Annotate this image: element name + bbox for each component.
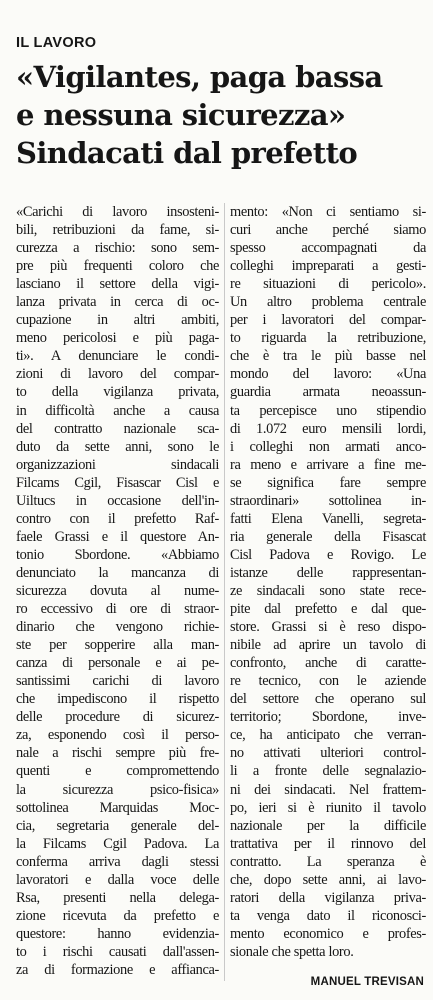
body-text-line: cupazione in altri ambiti,	[16, 312, 219, 329]
body-text-line: ta venga dato il riconosci-	[230, 907, 426, 924]
body-text-line: duto da sette anni, sono le	[16, 438, 219, 455]
section-label: IL LAVORO	[16, 35, 97, 51]
body-text-line: to i rischi causati dall'assen-	[16, 943, 219, 960]
body-text-line: la sicurezza psico-fisica»	[16, 781, 219, 798]
body-text-line: confronto, anche di caratte-	[230, 655, 426, 672]
body-text-line: ti». A denunciare le condi-	[16, 348, 219, 365]
byline: MANUEL TREVISAN	[310, 976, 424, 988]
body-text-line: i colleghi non armati anco-	[230, 438, 426, 455]
body-text-line: po, ieri si è riunito il tavolo	[230, 799, 426, 816]
body-text-line: tonio Sbordone. «Abbiamo	[16, 546, 219, 563]
body-text-line: se significa fare sempre	[230, 474, 426, 491]
body-text-line: «Carichi di lavoro insosteni-	[16, 204, 219, 220]
body-text-line: ta percepisce uno stipendio	[230, 402, 426, 419]
body-text-line: delle procedure di sicurez-	[16, 709, 219, 726]
body-text-line: Rsa, presenti nella delega-	[16, 889, 219, 906]
body-text-line: meno pericolosi e più paga-	[16, 330, 219, 347]
body-text-line: ria generale della Fisascat	[230, 528, 426, 545]
body-text-line: del contratto nazionale sca-	[16, 420, 219, 437]
body-text-line: sionale che spetta loro.	[230, 943, 354, 960]
body-text-line: no attivati ulteriori control-	[230, 745, 426, 762]
body-text-line: ni dei sindacati. Nel frattem-	[230, 781, 426, 798]
body-text-line: conferma arriva dagli stessi	[16, 853, 219, 870]
body-text-line: santissimi carichi di lavoro	[16, 673, 219, 690]
body-text-line: lasciano il settore della vigi-	[16, 276, 219, 293]
body-text-line: nale a rischi sempre più fre-	[16, 745, 219, 762]
body-text-line: ra meno e arrivare a fine me-	[230, 456, 426, 473]
body-text-line: dinario che vengono richie-	[16, 619, 219, 636]
body-text-line: ro eccessivo di ore di straor-	[16, 601, 219, 618]
body-text-line: curi anche perché siamo	[230, 222, 426, 239]
body-text-line: Un altro problema centrale	[230, 294, 426, 311]
body-text-line: Cisl Padova e Rovigo. Le	[230, 546, 426, 563]
body-text-line: mento: «Non ci sentiamo si-	[230, 204, 426, 220]
body-text-line: Filcams Cgil, Fisascar Cisl e	[16, 474, 219, 491]
headline-line: «Vigilantes, paga bassa	[16, 60, 383, 94]
headline	[16, 58, 426, 172]
body-text-line: bili, retribuzioni da fame, si-	[16, 222, 219, 239]
body-text-line: ze sindacali sono state rece-	[230, 582, 426, 599]
body-text-line: nazionale per la difficile	[230, 817, 426, 834]
body-text-line: mento economico e profes-	[230, 925, 426, 942]
body-text-line: che è tra le più basse nel	[230, 348, 426, 365]
body-column-right	[230, 203, 426, 961]
body-text-line: organizzazioni sindacali	[16, 456, 219, 473]
body-text-line: per i lavoratori del compar-	[230, 312, 426, 329]
body-text-line: istanze delle rappresentan-	[230, 564, 426, 581]
body-text-line: denunciato la mancanza di	[16, 564, 219, 581]
body-text-line: ce, ha anticipato che verran-	[230, 727, 426, 744]
body-text-line: to riguarda la retribuzione,	[230, 330, 426, 347]
body-text-line: zione ricevuta da prefetto e	[16, 907, 219, 924]
body-text-line: questore: hanno evidenzia-	[16, 925, 219, 942]
body-text-line: pite dal prefetto e dal que-	[230, 601, 426, 618]
body-text-line: ste per sopperire alla man-	[16, 637, 219, 654]
body-text-line: za di formazione e affianca-	[16, 961, 219, 978]
column-divider	[224, 203, 225, 981]
body-text-line: mondo del lavoro: «Una	[230, 366, 426, 383]
body-text-line: fatti Elena Vanelli, segreta-	[230, 510, 426, 527]
body-text-line: nibile ad aprire un tavolo di	[230, 637, 426, 654]
body-text-line: sicurezza dovuta al nume-	[16, 582, 219, 599]
body-text-line: lanza privata in cerca di oc-	[16, 294, 219, 311]
body-text-line: spesso accompagnati da	[230, 240, 426, 257]
body-text-line: za, esponendo così il perso-	[16, 727, 219, 744]
body-text-line: guardia armata neoassun-	[230, 384, 426, 401]
body-text-line: la Filcams Cgil Padova. La	[16, 835, 219, 852]
body-text-line: del settore che operano sul	[230, 691, 426, 708]
body-text-line: zioni di lavoro del compar-	[16, 366, 219, 383]
body-text-line: cia, segretaria generale del-	[16, 817, 219, 834]
body-text-line: che impediscono il rispetto	[16, 691, 219, 708]
body-text-line: Uiltucs in occasione dell'in-	[16, 492, 219, 509]
body-text-line: re tecnico, con le aziende	[230, 673, 426, 690]
body-text-line: sottolinea Marquidas Moc-	[16, 799, 219, 816]
body-text-line: ratori della vigilanza priva-	[230, 889, 426, 906]
body-text-line: lavoratori e dalla voce delle	[16, 871, 219, 888]
body-text-line: trattativa per il rinnovo del	[230, 835, 426, 852]
body-text-line: store. Grassi si è reso dispo-	[230, 619, 426, 636]
body-text-line: di 1.072 euro mensili lordi,	[230, 420, 426, 437]
body-text-line: pre più frequenti coloro che	[16, 258, 219, 275]
body-column-left	[16, 203, 219, 979]
body-text-line: faele Grassi e il questore An-	[16, 528, 219, 545]
body-text-line: contro con il prefetto Raf-	[16, 510, 219, 527]
body-text-line: curezza a rischio: sono sem-	[16, 240, 219, 257]
body-text-line: quenti e compromettendo	[16, 763, 219, 780]
body-text-line: li a fronte delle segnalazio-	[230, 763, 426, 780]
body-text-line: territorio; Sbordone, inve-	[230, 709, 426, 726]
headline-line: Sindacati dal prefetto	[16, 136, 358, 170]
headline-line: e nessuna sicurezza»	[16, 98, 346, 132]
body-text-line: che, dopo sette anni, ai lavo-	[230, 871, 426, 888]
body-text-line: to della vigilanza privata,	[16, 384, 219, 401]
body-text-line: colleghi impreparati a gesti-	[230, 258, 426, 275]
body-text-line: re situazioni di pericolo».	[230, 276, 426, 293]
body-text-line: contratto. La speranza è	[230, 853, 426, 870]
body-text-line: in difficoltà anche a causa	[16, 402, 219, 419]
body-text-line: straordinari» sottolinea in-	[230, 492, 426, 509]
body-text-line: canza di personale e ai pe-	[16, 655, 219, 672]
